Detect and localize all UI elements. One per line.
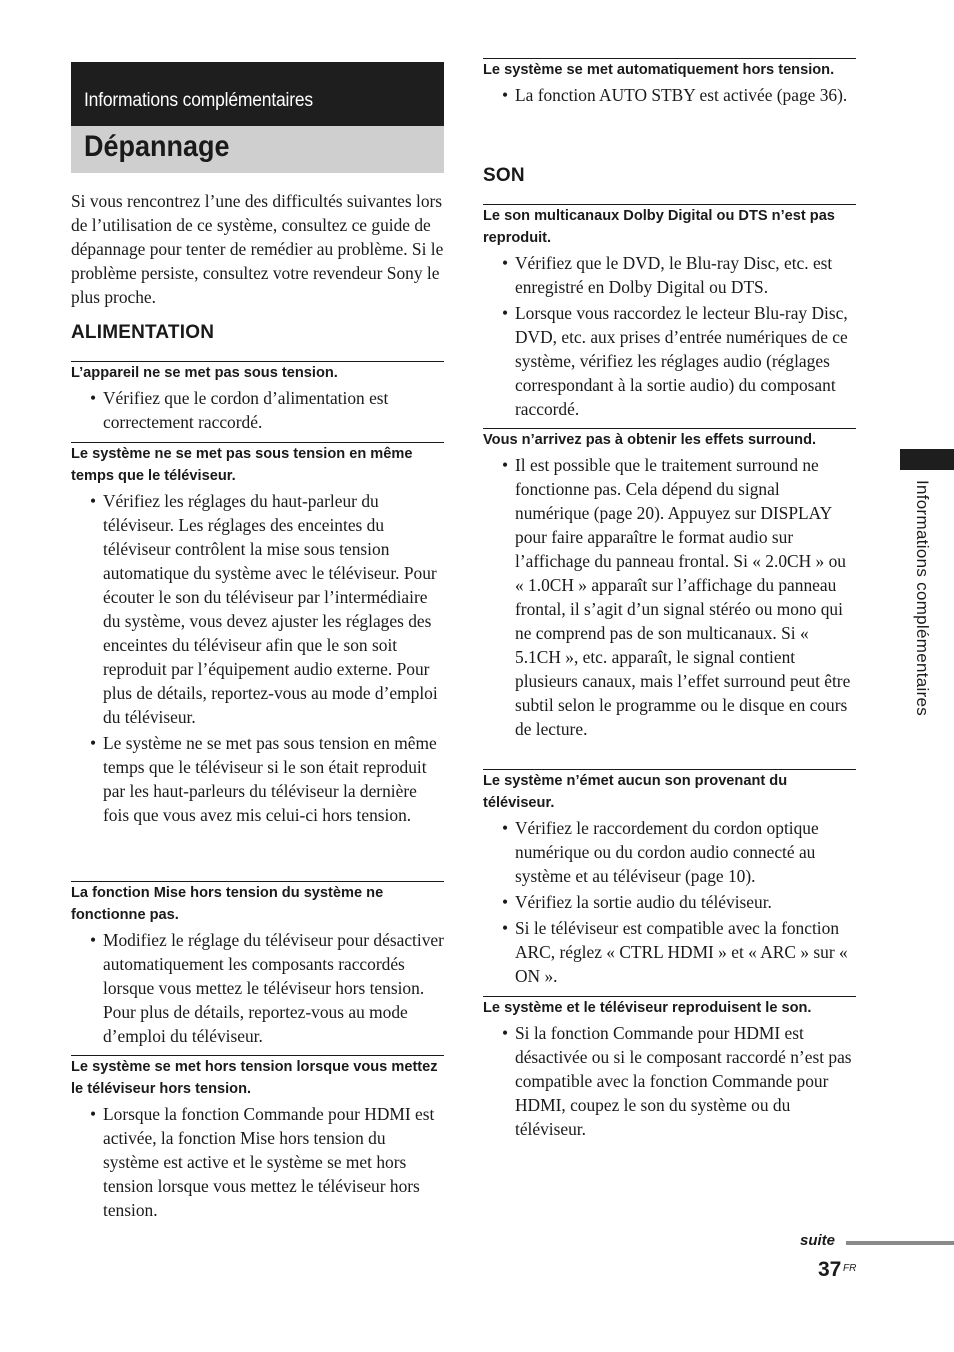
intro-paragraph: Si vous rencontrez l’une des difficultés suivantes lors de l’utilisation de ce système, consultez ce guide de dépannage pour tenter de remédier au problème. Si le problème persiste, consultez votre revendeur Sony le plus proche. [71,191,444,307]
category-alimentation: ALIMENTATION [71,322,215,343]
issue-heading: Le système n’émet aucun son provenant du téléviseur. [483,773,788,811]
issue-no-surround [483,428,856,741]
issue-bullet: • Si le téléviseur est compatible avec la fonction ARC, réglez « CTRL HDMI » et « ARC » sur « ON ». [483,916,856,988]
issue-heading: L’appareil ne se met pas sous tension. [71,365,338,381]
page-number: 37 [818,1258,842,1281]
issue-bullet: • Vérifiez le raccordement du cordon optique numérique ou du cordon audio connecté au système et au téléviseur (page 10). [483,816,856,888]
side-tab-label: Informations complémentaires [913,480,932,717]
issue-no-multichannel [483,204,856,421]
section-title: Informations complémentaires [84,90,313,111]
issue-heading: Le système se met automatiquement hors tension. [483,62,835,78]
page-title: Dépannage [84,130,230,163]
issue-heading: Le système ne se met pas sous tension en même temps que le téléviseur. [71,446,413,484]
issue-no-power-with-tv [71,442,444,827]
issue-bullet: • Si la fonction Commande pour HDMI est désactivée ou si le composant raccordé n’est pas compatible avec la fonction Commande pour HDMI, coupez le son du système ou du téléviseur. [483,1021,856,1141]
issue-no-tv-sound [483,769,856,988]
issue-double-sound [483,996,856,1141]
issue-no-power [71,361,444,434]
issue-auto-standby [483,58,856,107]
issue-heading: Le système et le téléviseur reproduisent le son. [483,1000,812,1016]
issue-bullet: • Le système ne se met pas sous tension en même temps que le téléviseur si le son était reproduit par les haut-parleurs du téléviseur la dernière fois que vous avez mis celui-ci hors tension. [71,731,444,827]
continue-label: suite [800,1232,836,1249]
issue-heading: Le son multicanaux Dolby Digital ou DTS n’est pas reproduit. [483,208,835,246]
issue-heading: Le système se met hors tension lorsque vous mettez le téléviseur hors tension. [71,1059,438,1097]
issue-bullet: • Lorsque vous raccordez le lecteur Blu-ray Disc, DVD, etc. aux prises d’entrée numériques de ce système, vérifiez les réglages audio (réglages correspondant à la sortie audio) du composant raccordé. [483,301,856,421]
issue-bullet: • Modifiez le réglage du téléviseur pour désactiver automatiquement les composants raccordés lorsque vous mettez le téléviseur hors tension. Pour plus de détails, reportez-vous au mode d’emploi du téléviseur. [71,928,444,1048]
section-header [71,62,444,126]
side-tab-marker [900,449,954,470]
issue-bullet: • Lorsque la fonction Commande pour HDMI est activée, la fonction Mise hors tension du système est active et le système se met hors tension lorsque vous mettez le téléviseur hors tension. [71,1102,444,1222]
title-bar [71,126,444,173]
continue-rule [846,1241,954,1245]
issue-bullet: • Vérifiez la sortie audio du téléviseur. [483,890,856,914]
issue-turns-off-with-tv [71,1055,444,1222]
issue-power-off-fails [71,881,444,1048]
issue-heading: La fonction Mise hors tension du système ne fonctionne pas. [71,885,384,923]
category-son: SON [483,165,525,186]
issue-bullet: • Vérifiez les réglages du haut-parleur du téléviseur. Les réglages des enceintes du téléviseur contrôlent la mise sous tension automatique du système avec le téléviseur. Pour écouter le son du téléviseur par l’intermédiaire du système, vous devez ajuster les réglages des enceintes du téléviseur afin que le son soit reproduit par l’équipement audio externe. Pour plus de détails, reportez-vous au mode d’emploi du téléviseur. [71,489,444,729]
page-language: FR [843,1263,857,1274]
issue-bullet: • La fonction AUTO STBY est activée (page 36). [483,83,856,107]
issue-bullet: • Il est possible que le traitement surround ne fonctionne pas. Cela dépend du signal numérique (page 20). Appuyez sur DISPLAY pour faire apparaître le format audio sur l’affichage du panneau frontal. Si « 2.0CH » ou « 1.0CH » apparaît sur l’affichage du panneau frontal, il s’agit d’un signal stéréo ou mono qui ne comprend pas de son multicanaux. Si « 5.1CH », etc. apparaît, le signal contient plusieurs canaux, mais l’effet surround peut être subtil selon le programme ou le disque en cours de lecture. [483,453,856,741]
issue-heading: Vous n’arrivez pas à obtenir les effets surround. [483,432,817,448]
issue-bullet: • Vérifiez que le cordon d’alimentation est correctement raccordé. [71,386,444,434]
issue-bullet: • Vérifiez que le DVD, le Blu-ray Disc, etc. est enregistré en Dolby Digital ou DTS. [483,251,856,299]
